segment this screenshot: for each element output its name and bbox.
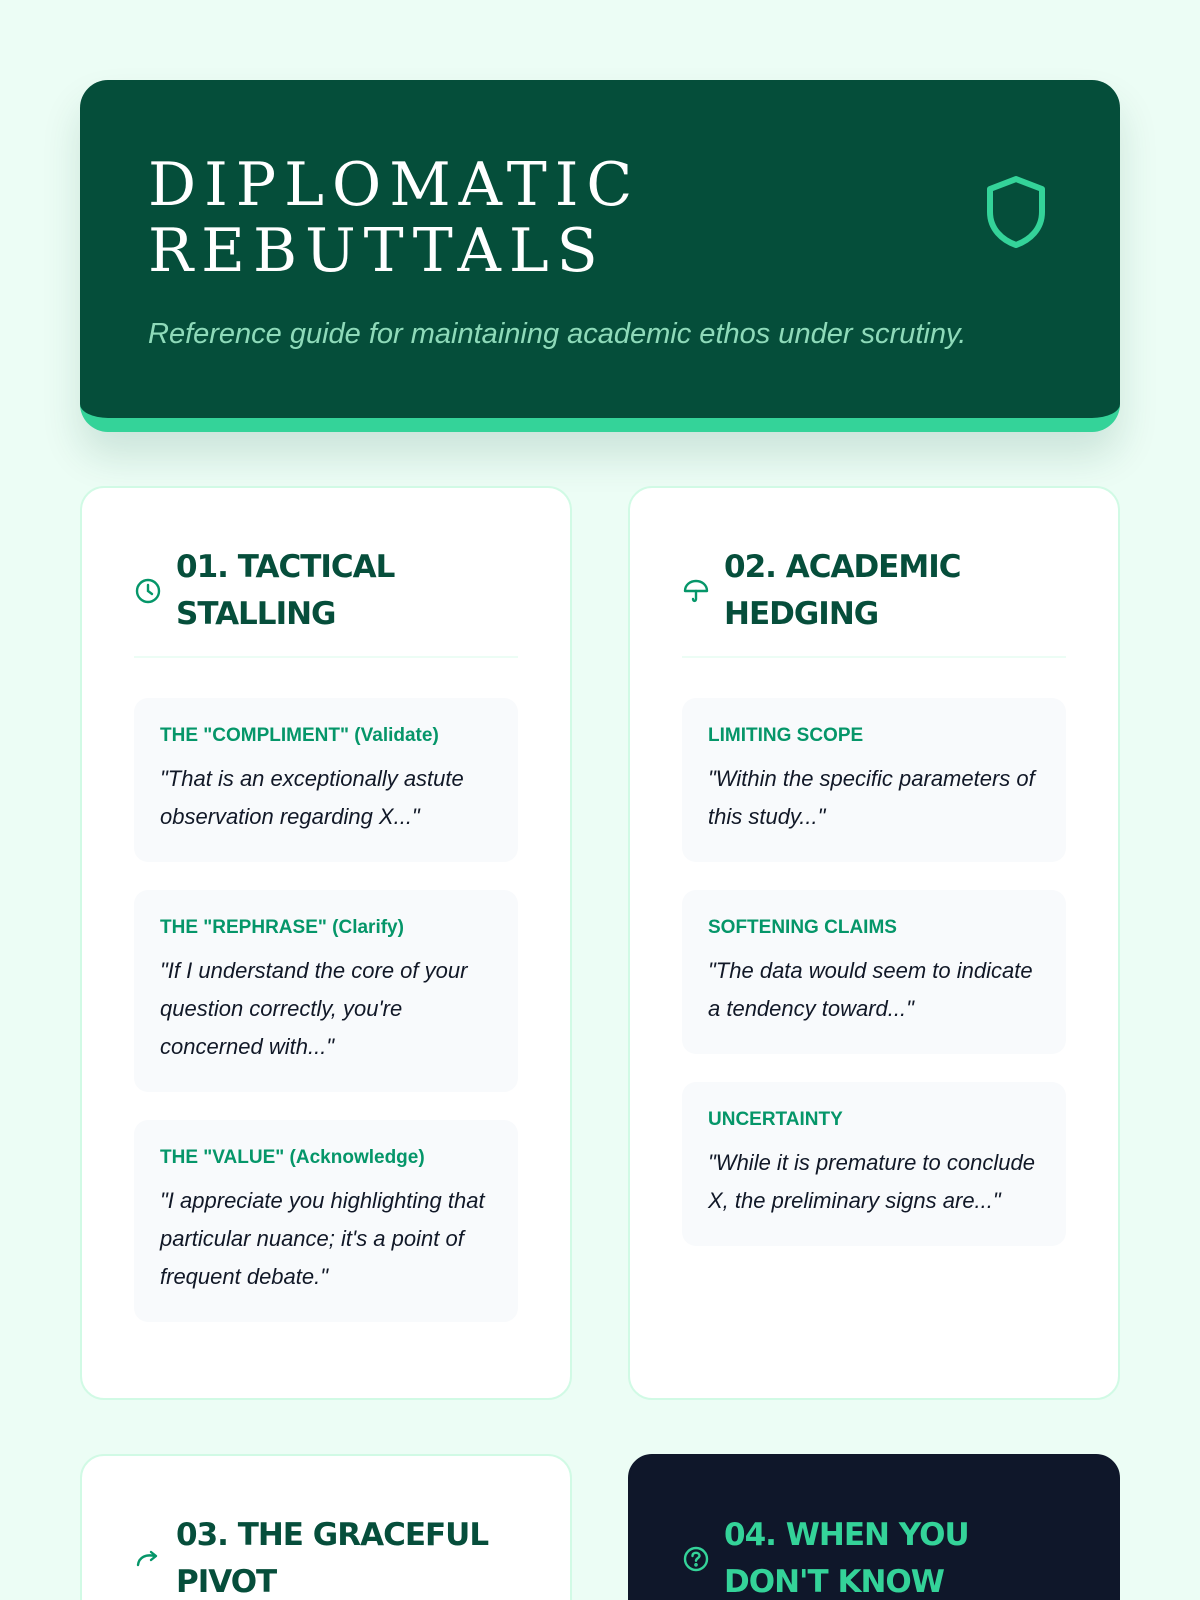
page-subtitle: Reference guide for maintaining academic ethos under scrutiny. (148, 318, 967, 350)
card-when-you-dont-know (628, 1454, 1120, 1600)
card-academic-hedging (628, 486, 1120, 1400)
list-item (682, 1082, 1066, 1246)
card-title: 03. THE GRACEFUL PIVOT (176, 1517, 489, 1600)
item-label: THE "REPHRASE" (Clarify) (160, 917, 404, 938)
list-item (134, 890, 518, 1092)
card-title: 01. TACTICAL STALLING (176, 549, 395, 632)
list-item (682, 698, 1066, 862)
item-label: UNCERTAINTY (708, 1109, 843, 1130)
card-header (682, 1512, 1066, 1600)
list-item (134, 1120, 518, 1322)
card-header (682, 544, 1066, 658)
item-quote: "While it is premature to conclude X, the preliminary signs are..." (708, 1150, 1035, 1213)
item-label: THE "VALUE" (Acknowledge) (160, 1147, 425, 1168)
list-item (682, 890, 1066, 1054)
item-quote: "I appreciate you highlighting that particular nuance; it's a point of frequent debate." (160, 1188, 485, 1289)
page-title: DIPLOMATIC REBUTTALS (148, 150, 641, 286)
item-label: THE "COMPLIMENT" (Validate) (160, 725, 439, 746)
card-tactical-stalling (80, 486, 572, 1400)
shield-icon (984, 174, 1048, 250)
question-circle-icon (682, 1545, 710, 1573)
card-header (134, 1512, 518, 1600)
list-item (134, 698, 518, 862)
item-quote: "Within the specific parameters of this study..." (708, 766, 1035, 829)
item-quote: "That is an exceptionally astute observation regarding X..." (160, 766, 464, 829)
item-label: LIMITING SCOPE (708, 725, 864, 746)
item-quote: "The data would seem to indicate a tendency toward..." (708, 958, 1033, 1021)
card-graceful-pivot (80, 1454, 572, 1600)
card-title: 02. ACADEMIC HEDGING (724, 549, 961, 632)
card-title: 04. WHEN YOU DON'T KNOW (724, 1517, 969, 1600)
item-label: SOFTENING CLAIMS (708, 917, 897, 938)
header-banner (80, 80, 1120, 432)
item-quote: "If I understand the core of your question correctly, you're concerned with..." (160, 958, 468, 1059)
redo-arrow-icon (134, 1545, 162, 1573)
clock-icon (134, 577, 162, 605)
card-header (134, 544, 518, 658)
umbrella-icon (682, 577, 710, 605)
